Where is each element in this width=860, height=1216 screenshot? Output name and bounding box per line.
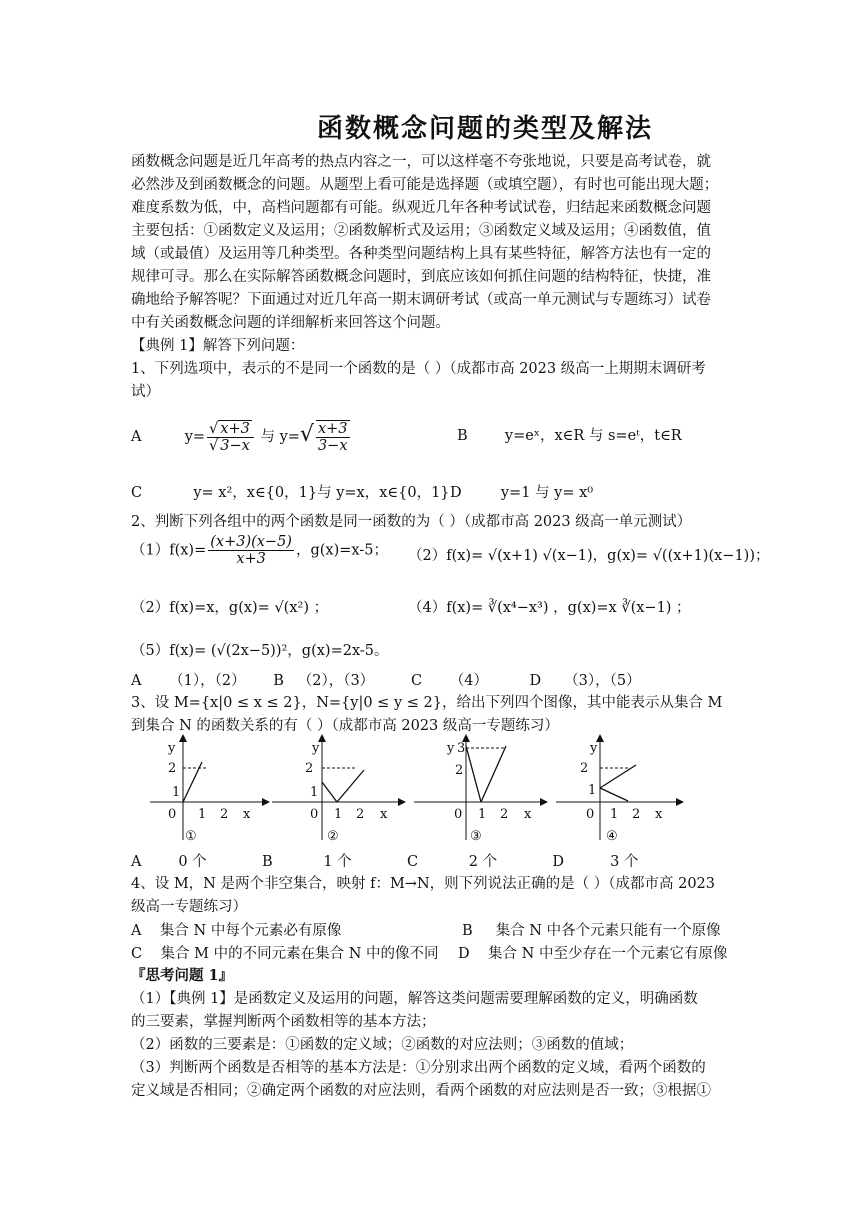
tick-label: 1: [172, 785, 181, 800]
tick-label: 2: [632, 807, 641, 822]
q1-option-b: [457, 424, 682, 445]
axis-label-x: x: [380, 807, 388, 822]
q2-item-5: （5）f(x)= (√(2x−5))²，g(x)=2x-5。: [131, 643, 389, 659]
q4-stem: 级高一专题练习）: [131, 899, 247, 915]
fraction: [316, 420, 350, 454]
tick-label: 2: [305, 761, 314, 776]
think-line: 定义域是否相同；②确定两个函数的对应法则，看两个函数的对应法则是否一致；③根据①: [131, 1083, 711, 1099]
q2-stem: 2、判断下列各组中的两个函数是同一函数的为（ ）（成都市高 2023 级高一单元测试）: [131, 514, 692, 530]
tick-label: 0: [454, 807, 463, 822]
option-label: B: [457, 428, 468, 444]
math-text: 3−x: [317, 438, 348, 454]
intro-line: 规律可寻。那么在实际解答函数概念问题时，到底应该如何抓住问题的结构特征，快捷，准: [131, 269, 711, 285]
math-text: x+3: [220, 420, 250, 437]
intro-line: 难度系数为低，中，高档问题都有可能。纵观近几年各种考试试卷，归结起来函数概念问题: [131, 200, 711, 216]
math-text: 与 y=: [260, 429, 300, 445]
graph-label: ③: [470, 829, 482, 844]
q1-option-c: [131, 481, 450, 502]
option-label: D: [450, 485, 462, 501]
intro-line: 必然涉及到函数概念的问题。从题型上看可能是选择题（或填空题），有时也可能出现大题；: [131, 177, 719, 193]
q1-option-a: A y= $\frac{√ x+3}{√ 3-x}$ 与 y=√ $\frac{x+3}{3-x}$: [131, 420, 348, 454]
math-text: （1）f(x)=: [131, 542, 207, 559]
math-text: y=1 与 y= x⁰: [500, 485, 594, 501]
axis-label-y: y: [168, 741, 176, 756]
math-text: y=: [184, 429, 206, 445]
tick-label: 1: [310, 785, 319, 800]
tick-label: 1: [610, 807, 619, 822]
math-text: y=eˣ，x∈R 与 s=eᵗ，t∈R: [504, 428, 682, 444]
fraction: $\frac{√ x+3}{√ 3-x}$: [207, 421, 254, 454]
tick-label: 3: [457, 741, 466, 756]
q2-item-4: （4）f(x)= ∛(x⁴−x³) ，g(x)=x ∛(x−1) ；: [408, 600, 691, 616]
tick-label: 2: [220, 807, 229, 822]
tick-label: 2: [455, 763, 464, 778]
q3-options: A 0 个 B 1 个 C 2 个 D 3 个: [131, 854, 639, 870]
tick-label: 2: [356, 807, 365, 822]
tick-label: 2: [580, 761, 589, 776]
graph-1: [150, 734, 270, 844]
intro-line: 确地给予解答呢？下面通过对近几年高一期末调研考试（或高一单元测试与专题练习）试卷: [131, 292, 711, 308]
math-text: ，g(x)=x-5；: [295, 542, 388, 559]
axis-label-y: y: [447, 741, 455, 756]
q4-option-d: D 集合 N 中至少存在一个元素它有原像: [458, 946, 728, 962]
think-line: （3）判断两个函数是否相等的基本方法是：①分别求出两个函数的定义域，看两个函数的: [131, 1060, 706, 1076]
tick-label: 2: [500, 807, 509, 822]
graph-3: [414, 734, 548, 844]
tick-label: 0: [586, 807, 595, 822]
q3-stem: 到集合 N 的函数关系的有（ ）（成都市高 2023 级高一专题练习）: [131, 718, 559, 734]
think-line: （1）【典例 1】是函数定义及运用的问题，解答这类问题需要理解函数的定义，明确函数: [131, 991, 698, 1007]
graph-label: ②: [327, 829, 339, 844]
q4-option-b: B 集合 N 中各个元素只能有一个原像: [462, 923, 721, 939]
intro-line: 域（或最值）及运用等几种类型。各种类型问题结构上具有某些特征，解答方法也有一定的: [131, 246, 711, 262]
q1-stem: 1、下列选项中，表示的不是同一个函数的是（ ）（成都市高 2023 级高一上期期末调研考: [131, 361, 706, 377]
example-heading: 【典例 1】解答下列问题：: [131, 338, 305, 354]
q3-graphs: [0, 730, 860, 850]
axis-label-x: x: [243, 807, 251, 822]
graph-2: [272, 734, 406, 844]
intro-line: 中有关函数概念问题的详细解析来回答这个问题。: [131, 315, 450, 331]
q1-option-d: [450, 481, 593, 502]
think-line: （2）函数的三要素是：①函数的定义域；②函数的对应法则；③函数的值域；: [131, 1037, 634, 1053]
think-line: 的三要素，掌握判断两个函数相等的基本方法；: [131, 1014, 436, 1030]
tick-label: 2: [168, 761, 177, 776]
graph-label: ①: [185, 829, 197, 844]
q2-item-3: （2）f(x)=x，g(x)= √(x²) ；: [131, 600, 329, 616]
q4-option-c: C 集合 M 中的不同元素在集合 N 中的像不同: [131, 946, 439, 962]
q2-item-2: （2）f(x)= √(x+1) √(x−1)，g(x)= √((x+1)(x−1))；: [408, 548, 770, 564]
fraction: [208, 534, 294, 567]
tick-label: 0: [168, 807, 177, 822]
option-label: C: [131, 485, 143, 501]
q4-option-a: A 集合 N 中每个元素必有原像: [131, 923, 342, 939]
tick-label: 1: [478, 807, 487, 822]
tick-label: 0: [310, 807, 319, 822]
page-title: 函数概念问题的类型及解法: [316, 114, 653, 144]
q2-options: A （1），（2） B （2），（3） C （4） D （3），（5）: [131, 673, 641, 689]
tick-label: 1: [588, 783, 597, 798]
think-heading: 『思考问题 1』: [131, 967, 234, 984]
math-text: y= x²，x∈{0，1}与 y=x，x∈{0，1}: [193, 485, 450, 501]
axis-label-x: x: [655, 807, 663, 822]
graph-label: ④: [606, 829, 618, 844]
tick-label: 1: [334, 807, 343, 822]
math-text: 3−x: [220, 437, 250, 454]
tick-label: 1: [198, 807, 207, 822]
graph-4: [556, 734, 684, 844]
intro-line: 主要包括：①函数定义及运用；②函数解析式及运用；③函数定义域及运用；④函数值，值: [131, 223, 711, 239]
axis-label-x: x: [524, 807, 532, 822]
math-text: x+3: [236, 551, 266, 567]
axis-label-y: y: [590, 741, 598, 756]
q4-stem: 4、设 M，N 是两个非空集合，映射 f：M→N，则下列说法正确的是（ ）（成都市高 2023: [131, 876, 716, 892]
math-text: x+3: [317, 421, 348, 437]
q2-item-1: [131, 534, 388, 567]
axis-label-y: y: [312, 741, 320, 756]
q3-stem: 3、设 M={x|0 ≤ x ≤ 2}，N={y|0 ≤ y ≤ 2}，给出下列四个图像，其中能表示从集合 M: [131, 695, 723, 711]
intro-line: 函数概念问题是近几年高考的热点内容之一，可以这样毫不夸张地说，只要是高考试卷，就: [131, 154, 711, 170]
math-text: (x+3)(x−5): [210, 534, 292, 550]
q1-stem: 试）: [131, 384, 160, 400]
option-label: A: [131, 429, 142, 445]
